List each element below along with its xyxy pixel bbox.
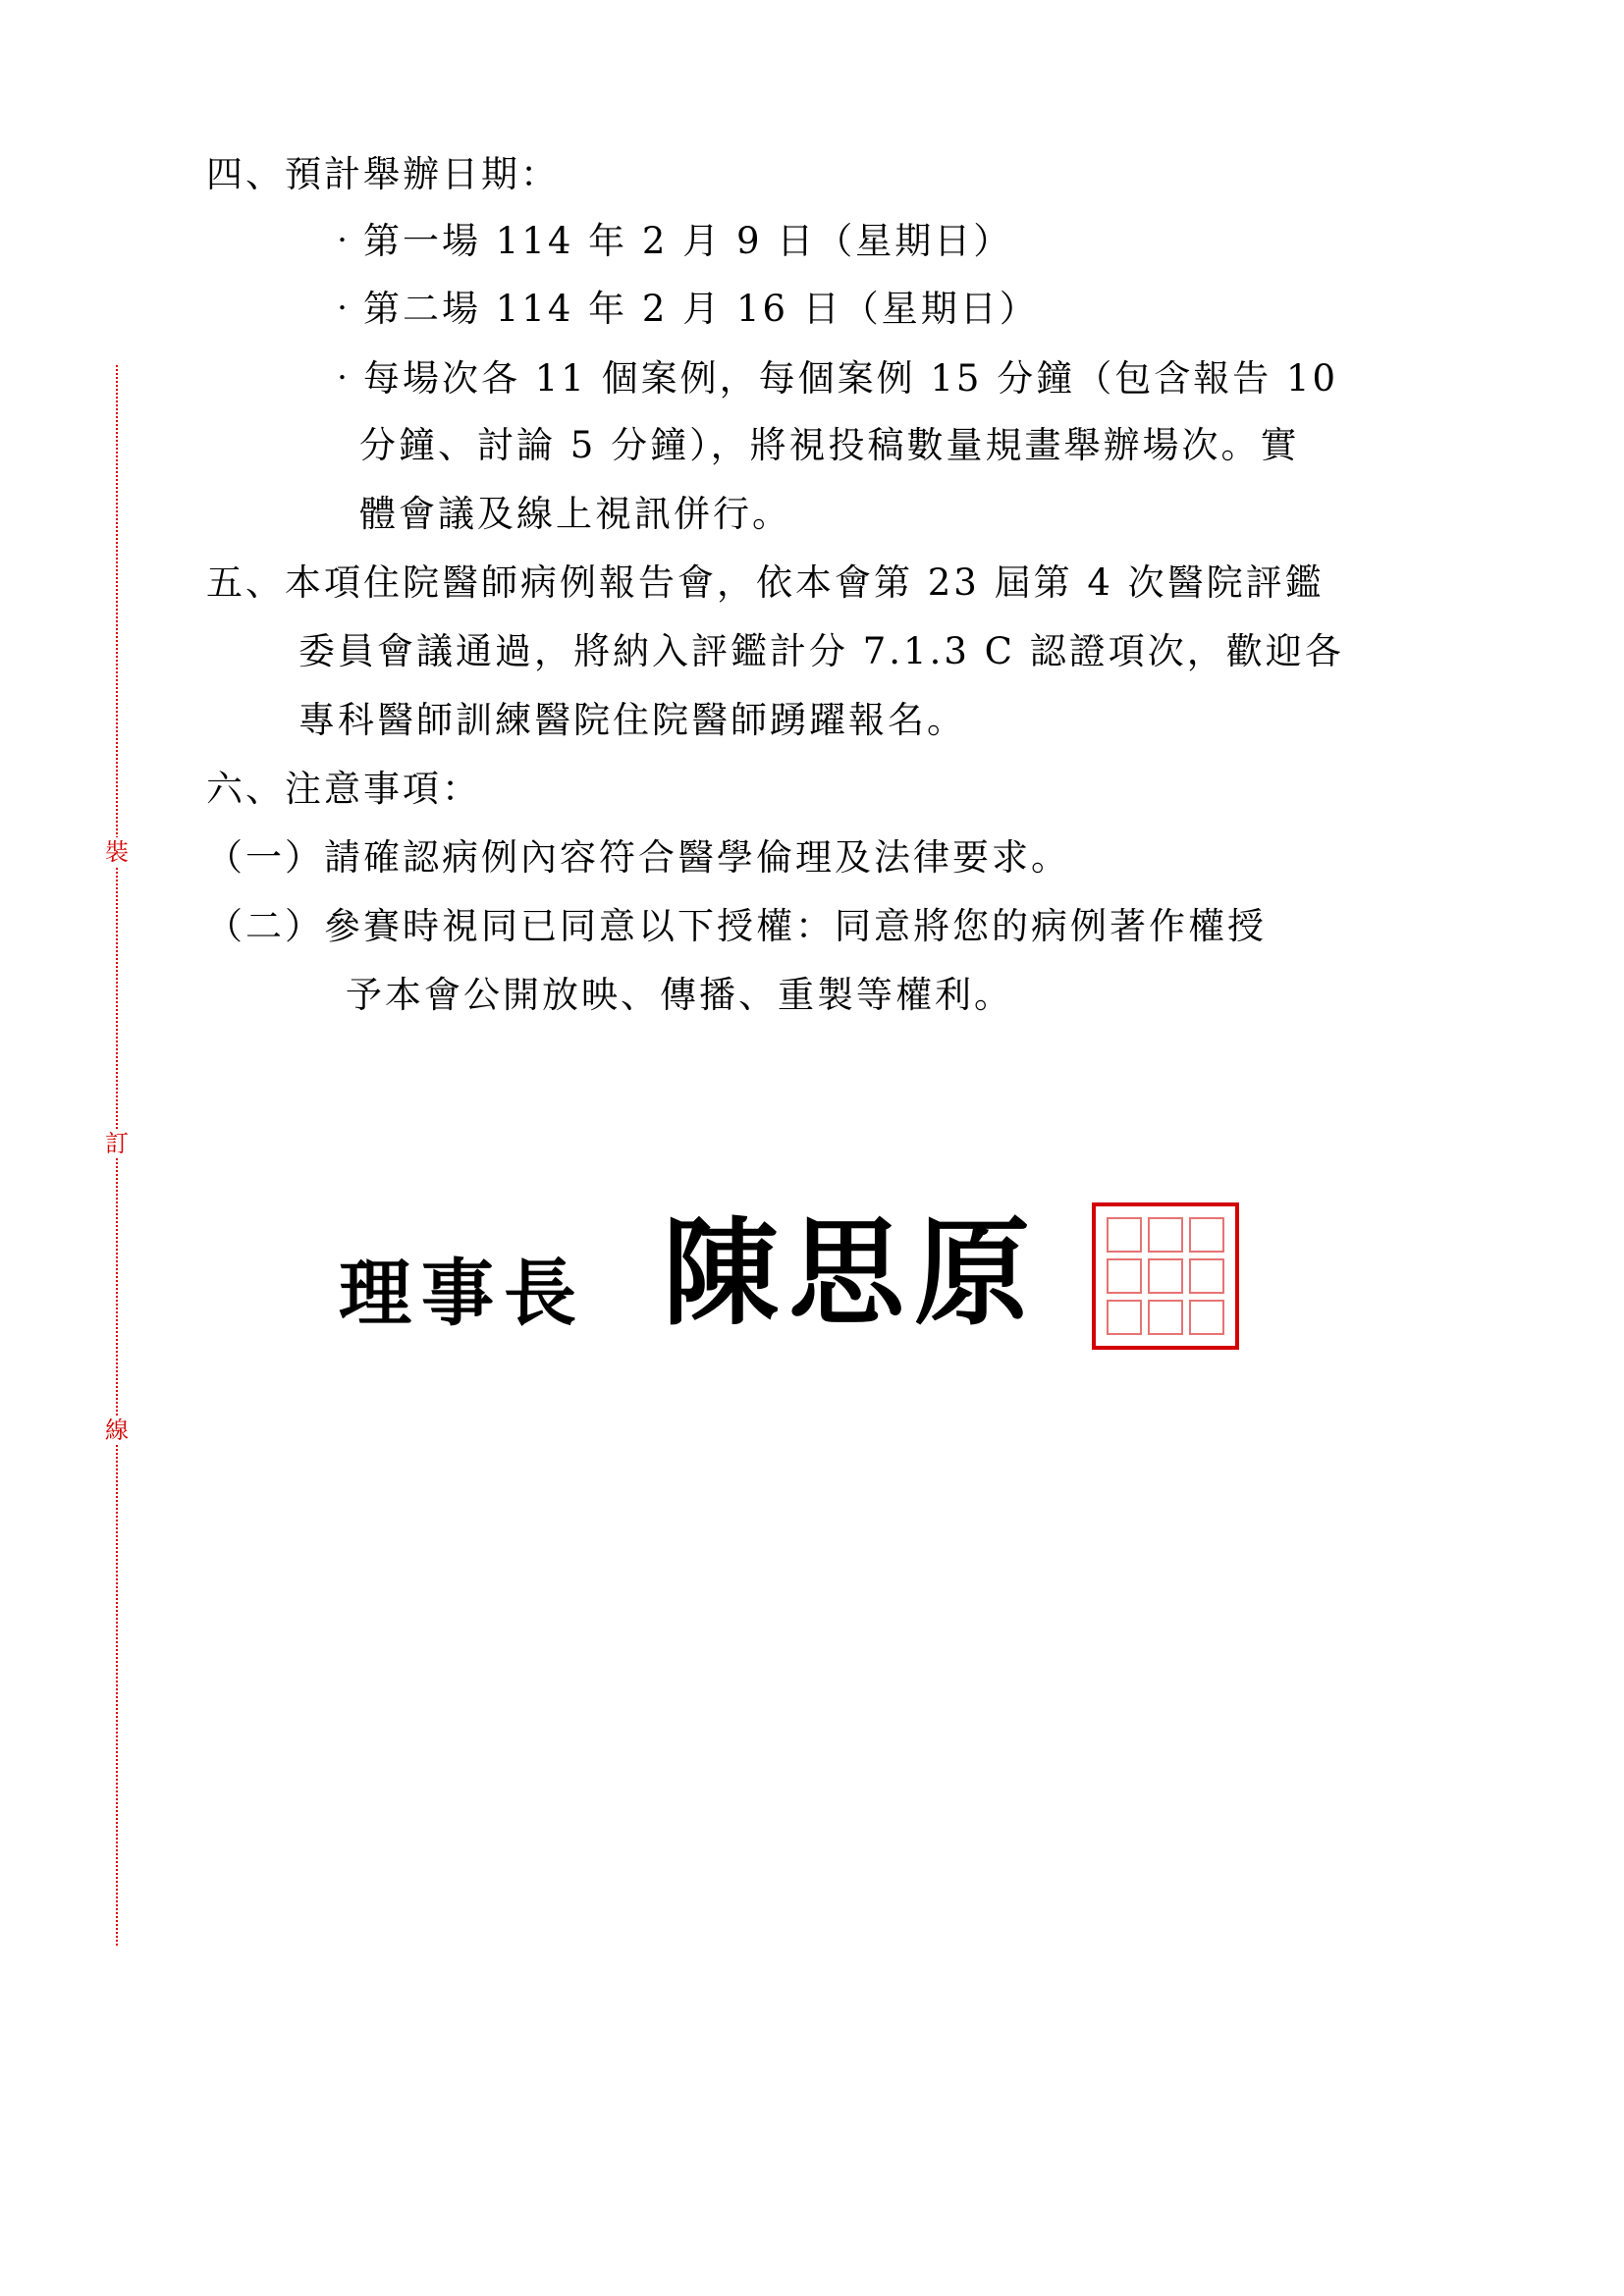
section4-item-3-line-1: ‧每場次各 11 個案例，每個案例 15 分鐘（包含報告 10 xyxy=(324,357,1339,400)
binding-char-3: 線 xyxy=(102,1415,132,1445)
section6-note-2-line-2: 予本會公開放映、傳播、重製等權利。 xyxy=(346,974,1013,1016)
binding-char-1: 裝 xyxy=(102,837,132,867)
section6-heading: 六、注意事項： xyxy=(206,768,481,810)
section4-heading: 四、預計舉辦日期： xyxy=(206,153,560,195)
section6-note-1: （一）請確認病例內容符合醫學倫理及法律要求。 xyxy=(206,836,1070,879)
official-seal xyxy=(1092,1202,1239,1350)
section4-item-1: ‧第一場 114 年 2 月 9 日（星期日） xyxy=(324,220,1013,262)
section5-line-1: 五、本項住院醫師病例報告會，依本會第 23 屆第 4 次醫院評鑑 xyxy=(206,561,1325,604)
signature-title: 理事長 xyxy=(339,1252,586,1336)
binding-char-2: 訂 xyxy=(102,1129,132,1158)
section5-line-3: 專科醫師訓練醫院住院醫師踴躍報名。 xyxy=(298,699,966,741)
section4-item-3-line-2: 分鐘、討論 5 分鐘），將視投稿數量規畫舉辦場次。實 xyxy=(359,424,1300,466)
signature-name: 陳思原 xyxy=(663,1204,1041,1341)
section4-item-2: ‧第二場 114 年 2 月 16 日（星期日） xyxy=(324,288,1039,330)
section4-item-3-line-3: 體會議及線上視訊併行。 xyxy=(359,493,791,535)
seal-pattern xyxy=(1104,1214,1227,1338)
section5-line-2: 委員會議通過，將納入評鑑計分 7.1.3 C 認證項次，歡迎各 xyxy=(298,630,1344,672)
section6-note-2-line-1: （二）參賽時視同已同意以下授權：同意將您的病例著作權授 xyxy=(206,905,1267,947)
